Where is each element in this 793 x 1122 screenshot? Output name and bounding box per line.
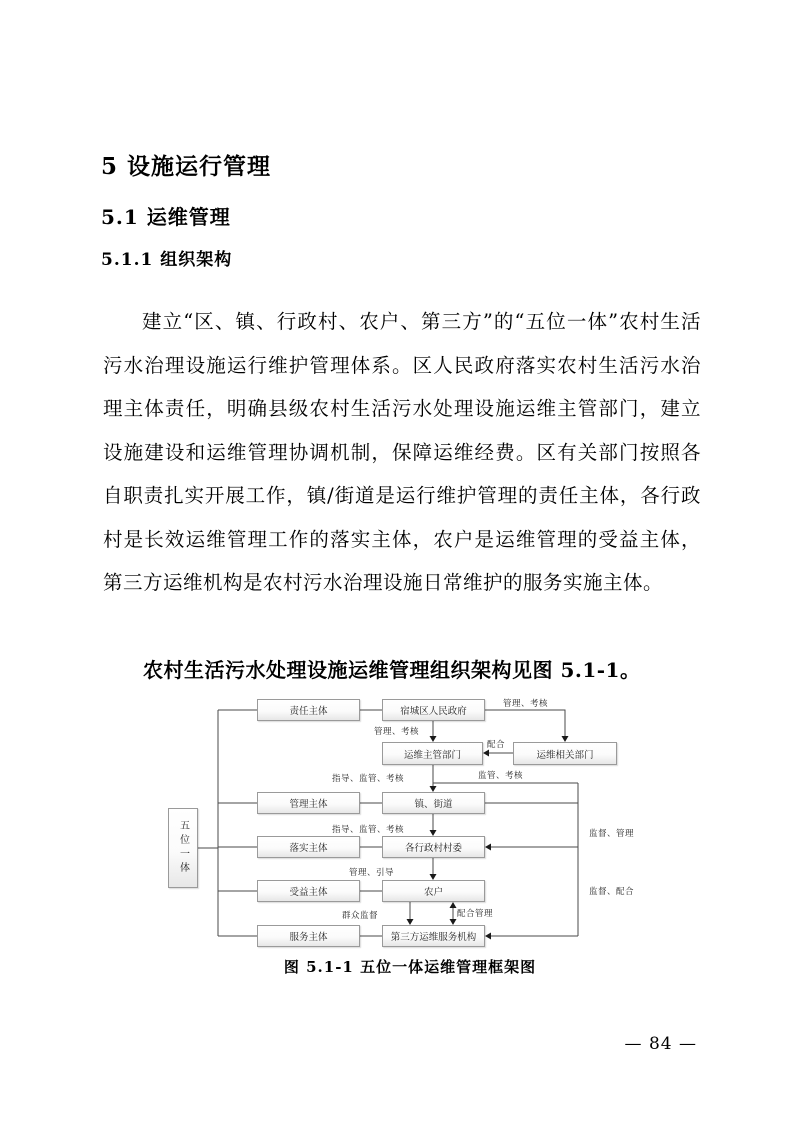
entity-box-village-committees: 各行政村村委 [382, 836, 485, 858]
edge-label-manage-guide: 管理、引导 [349, 868, 395, 878]
body-paragraph: 建立“区、镇、行政村、农户、第三方”的“五位一体”农村生活污水治理设施运行维护管理体系。区人民政府落实农村生活污水治理主体责任，明确县级农村生活污水处理设施运维主管部门，建立设施建设和运维管理协调机制，保障运维经费。区有关部门按照各自职责扎实开展工作，镇/街道是运行维护管理的责任主体，各行政村是长效运维管理工作的落实主体，农户是运维管理的受益主体，第三方运维机构是农村污水治理设施日常维护的服务实施主体。 [103, 310, 701, 594]
subsection-heading: 5.1 运维管理 [101, 205, 231, 229]
entity-box-government: 宿城区人民政府 [382, 699, 485, 721]
entity-box-third-party: 第三方运维服务机构 [382, 925, 485, 947]
edge-label-public-supervision: 群众监督 [342, 911, 379, 921]
edge-label-guide-supervise-assess-village: 指导、监管、考核 [332, 825, 405, 835]
section-heading: 5 设施运行管理 [101, 153, 272, 180]
edge-label-supervise-cooperate: 监督、配合 [589, 887, 635, 897]
role-box-beneficiary: 受益主体 [257, 880, 360, 902]
role-box-management: 管理主体 [257, 792, 360, 814]
subsubsection-heading: 5.1.1 组织架构 [101, 250, 233, 270]
edge-label-manage-assess-down: 管理、考核 [374, 727, 420, 737]
edge-label-cooperate-manage: 配合管理 [457, 909, 494, 919]
entity-box-farmers: 农户 [382, 880, 485, 902]
edge-label-supervise-manage: 监督、管理 [589, 829, 635, 839]
edge-label-manage-assess-right: 管理、考核 [503, 699, 549, 709]
figure-caption: 图 5.1-1 五位一体运维管理框架图 [283, 958, 537, 976]
edge-label-supervise-assess: 监管、考核 [478, 771, 524, 781]
entity-box-related-departments: 运维相关部门 [513, 742, 617, 765]
role-box-responsibility: 责任主体 [257, 699, 360, 721]
role-box-implementation: 落实主体 [257, 836, 360, 858]
edge-label-cooperate: 配合 [487, 740, 506, 750]
five-in-one-box: 五位一体 [168, 808, 198, 888]
entity-box-competent-department: 运维主管部门 [382, 742, 483, 765]
role-box-service: 服务主体 [257, 925, 360, 947]
page-number: — 84 — [624, 1034, 697, 1054]
figure-reference-line: 农村生活污水处理设施运维管理组织架构见图 5.1-1。 [143, 658, 641, 682]
entity-box-town-street: 镇、街道 [382, 792, 485, 814]
edge-label-guide-supervise-assess-town: 指导、监管、考核 [332, 774, 405, 784]
